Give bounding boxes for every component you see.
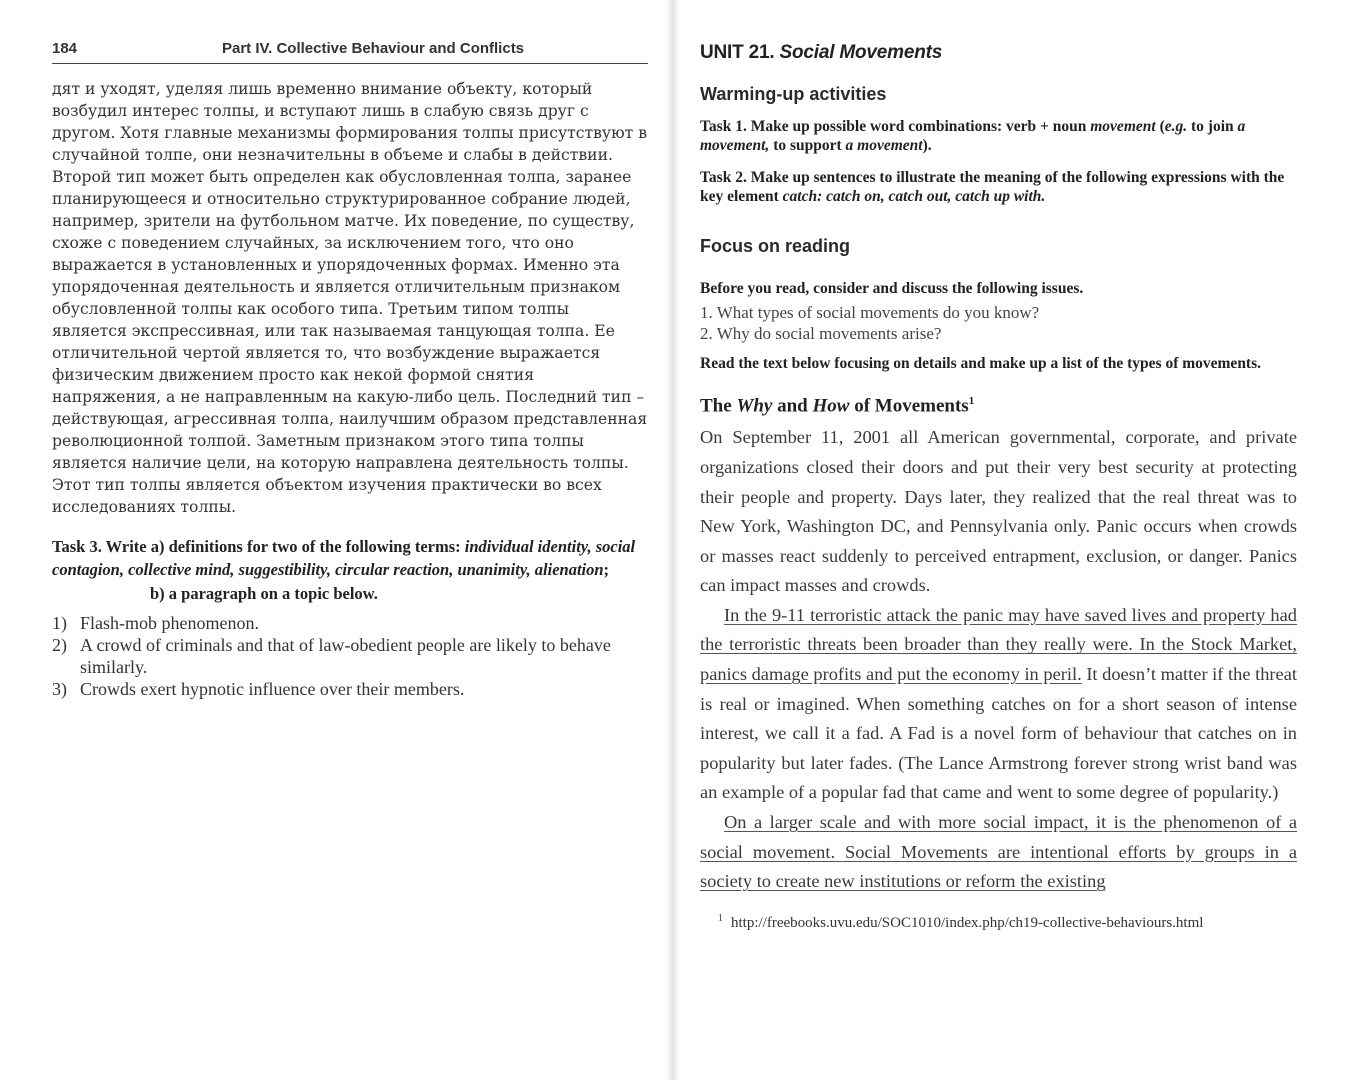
task-1-em: a movement, bbox=[700, 118, 1246, 154]
list-item bbox=[52, 634, 648, 678]
article-body bbox=[700, 423, 1297, 897]
warming-up-heading: Warming-up activities bbox=[700, 84, 887, 104]
footnote bbox=[700, 913, 1297, 932]
task-3: Task 3. Write a) definitions for two of the following terms: individual identity, social contagion, collective mind, suggestibility, circular reaction, unanimity, alienation; b) a paragraph on a topic below. bbox=[52, 536, 648, 606]
task-1-text: to support bbox=[773, 137, 842, 154]
list-item-number: 1) bbox=[52, 612, 67, 633]
unit-title bbox=[700, 42, 1297, 64]
task-1-eg: e.g. bbox=[1164, 118, 1188, 135]
title-word: How bbox=[812, 395, 850, 417]
focus-heading: Focus on reading bbox=[700, 236, 851, 256]
footnote-url: http://freebooks.uvu.edu/SOC1010/index.php/ch19-collective-behaviours.html bbox=[731, 914, 1204, 931]
right-page bbox=[672, 0, 1345, 1080]
underlined-text: In the 9-11 terroristic attack the panic may have saved lives and property had the terroristic threats been broader than they really were. In the Stock Market, panics damage profits and put the economy in peril. bbox=[700, 604, 1297, 685]
list-item-text: A crowd of criminals and that of law-obedient people are likely to behave similarly. bbox=[80, 634, 611, 677]
unit-name: Social Movements bbox=[779, 42, 943, 63]
task-2-em: catch: catch on, catch out, catch up with. bbox=[782, 188, 1046, 205]
footnote-number: 1 bbox=[718, 912, 723, 924]
list-item-text: Crowds exert hypnotic influence over their members. bbox=[80, 678, 465, 699]
russian-paragraph: дят и уходят, уделяя лишь временно внимание объекту, который возбудил интерес толпы, и вступают лишь в слабую связь друг с другом. Хотя главные механизмы формирования толпы присутствуют в случайной толпе, они незначительны в объеме и слабы в действии. Второй тип может быть определен как обусловленная толпа, заранее планирующееся и относительно структурированное собрание людей, например, зрители на футбольном матче. Их поведение, по существу, схоже с поведением случайных, за исключением того, что оно выражается в установленных и упорядоченных формах. Именно эта упорядоченная деятельность и является отличительным признаком обусловленной толпы как особого типа. Третьим типом толпы является экспрессивная, или так называемая танцующая толпа. Ее отличительной чертой является то, что возбуждение выражается физическим движением просто как некой формой снятия напряжения, а не направленным на какую-либо цель. Последний тип – действующая, агрессивная толпа, наилучшим образом представленная революционной толпой. Заметным признаком этого типа толпы является наличие цели, на которую направлена деятельность толпы. Этот тип толпы является объектом изучения практически во всех исследованиях толпы. bbox=[52, 80, 648, 516]
task-1 bbox=[700, 117, 1295, 155]
task-3-lead: Task 3. Write a) definitions for two of the following terms: bbox=[52, 537, 461, 556]
title-word: The bbox=[700, 395, 732, 417]
task-2 bbox=[700, 168, 1295, 206]
before-read-instruction: Before you read, consider and discuss the following issues. bbox=[700, 280, 1084, 297]
paragraph-text: It doesn’t matter if the threat is real or imagined. When something catches on for a short season of intense interest, we call it a fad. A Fad is a novel form of behaviour that catches on in popularity but later fades. (The Lance Armstrong forever strong wrist band was an example of a popular fad that came and went to some degree of popularity.) bbox=[700, 664, 1297, 803]
title-word: Why bbox=[736, 395, 773, 417]
task-1-text: to join bbox=[1191, 118, 1234, 135]
page-number: 184 bbox=[52, 40, 78, 57]
task-1-paren: ( bbox=[1159, 118, 1165, 135]
list-item-text: Flash-mob phenomenon. bbox=[80, 612, 259, 633]
task-1-text: Task 1. Make up possible word combinations: verb + noun bbox=[700, 118, 1087, 135]
task-1-em: a movement bbox=[845, 137, 923, 154]
list-item-number: 2) bbox=[52, 634, 67, 655]
paragraph-2 bbox=[700, 601, 1297, 808]
list-item-number: 3) bbox=[52, 678, 67, 699]
task-3-part-b: b) a paragraph on a topic below. bbox=[150, 584, 378, 603]
task-2-text: Task 2. Make up sentences to illustrate the meaning of the following expressions with the key element bbox=[700, 169, 1285, 205]
title-word: of Movements bbox=[854, 395, 969, 417]
part-title: Part IV. Collective Behaviour and Conflicts bbox=[222, 40, 525, 57]
left-page bbox=[0, 0, 672, 1080]
title-word: and bbox=[777, 395, 808, 417]
topic-list bbox=[52, 612, 648, 700]
paragraph-1: On September 11, 2001 all American governmental, corporate, and private organizations closed their doors and put their very best security at protecting their people and property. Days later, they realized that the real threat was to New York, Washington DC, and Pennsylvania only. Panic occurs when crowds or masses react suddenly to perceived entrapment, exclusion, or danger. Panics can impact masses and crowds. bbox=[700, 427, 1297, 596]
read-instruction: Read the text below focusing on details and make up a list of the types of movements. bbox=[700, 355, 1262, 372]
task-3-terms: individual identity, social contagion, collective mind, suggestibility, circular reaction, unanimity, alienation bbox=[52, 537, 636, 579]
task-1-paren: ). bbox=[922, 137, 932, 154]
running-head bbox=[52, 40, 648, 64]
list-item: 1. What types of social movements do you know? bbox=[700, 303, 1040, 322]
underlined-text: On a larger scale and with more social impact, it is the phenomenon of a social movement. Social Movements are intentional efforts by groups in a society to create new institutions or reform the existing bbox=[700, 812, 1297, 892]
list-item bbox=[52, 612, 648, 634]
discussion-questions bbox=[700, 302, 1297, 344]
unit-label: UNIT 21. bbox=[700, 42, 775, 63]
article-title bbox=[700, 395, 1297, 417]
paragraph-3 bbox=[700, 808, 1297, 897]
list-item: 2. Why do social movements arise? bbox=[700, 324, 942, 343]
list-item bbox=[52, 678, 648, 700]
footnote-mark: 1 bbox=[968, 395, 975, 407]
task-1-em: movement bbox=[1090, 118, 1156, 135]
